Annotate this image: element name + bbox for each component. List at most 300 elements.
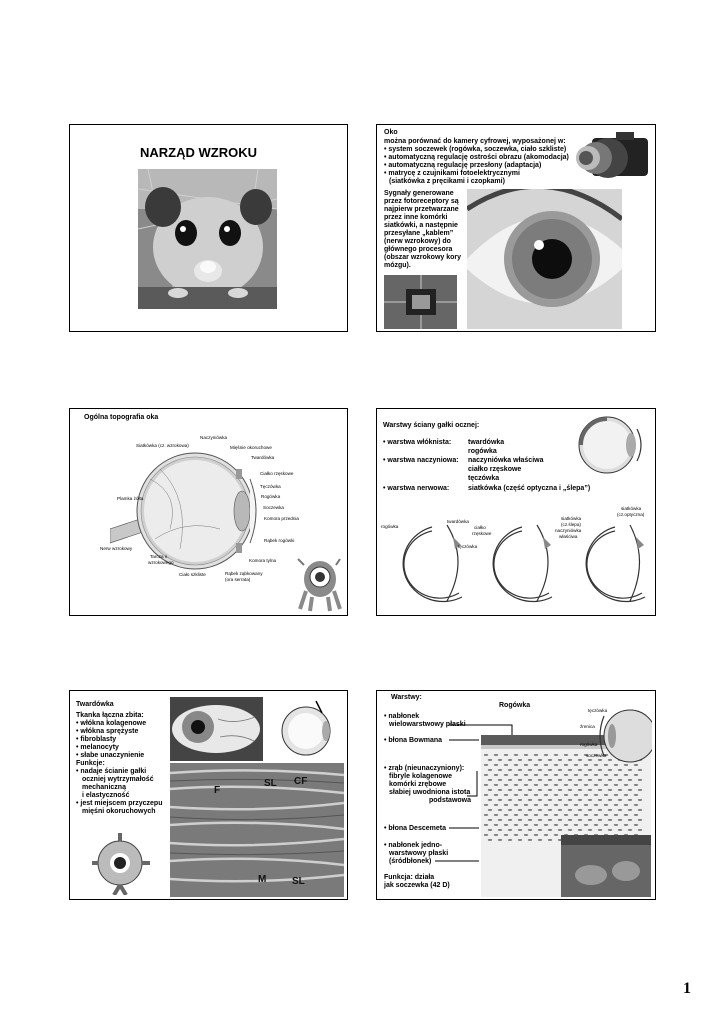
stroma-cell xyxy=(608,789,612,790)
stroma-cell xyxy=(514,834,518,835)
stroma-cell xyxy=(574,814,578,815)
stroma-cell xyxy=(558,789,562,790)
label-siatkowka-slepa: (cz.ślepa) xyxy=(561,522,581,527)
stroma-cell xyxy=(618,809,622,810)
stroma-cell xyxy=(604,784,608,785)
func-title: Funkcje: xyxy=(76,760,105,767)
slide-title: Oko xyxy=(384,129,398,136)
stroma-cell xyxy=(544,824,548,825)
micro-label-sl: SL xyxy=(292,876,305,887)
stroma-cell xyxy=(564,814,568,815)
stroma-cell xyxy=(634,804,638,805)
stroma-cell xyxy=(588,789,592,790)
stroma-cell xyxy=(554,804,558,805)
stroma-cell xyxy=(578,789,582,790)
stroma-cell xyxy=(558,809,562,810)
label-zrenica: źrenica xyxy=(580,724,595,729)
stroma-cell xyxy=(638,779,642,780)
stroma-cell xyxy=(508,769,512,770)
stroma-cell xyxy=(518,779,522,780)
micro-label-sl: SL xyxy=(264,778,277,789)
stroma-cell xyxy=(618,829,622,830)
stroma-cell xyxy=(598,819,602,820)
stroma-cell xyxy=(584,784,588,785)
stroma-cell xyxy=(484,814,488,815)
signal-line: przez inne komórki xyxy=(384,214,448,221)
stroma-cell xyxy=(498,839,502,840)
stroma-cell xyxy=(634,784,638,785)
stroma-cell xyxy=(548,809,552,810)
stroma-cell xyxy=(554,824,558,825)
stroma-cell xyxy=(614,794,618,795)
stroma-cell xyxy=(544,834,548,835)
stroma-cell xyxy=(618,819,622,820)
stroma-cell xyxy=(498,829,502,830)
stroma-cell xyxy=(628,789,632,790)
stroma-cell xyxy=(594,804,598,805)
func-line: Funkcja: działa xyxy=(384,874,435,881)
micro-label-cf: CF xyxy=(294,776,308,787)
sclera-micrograph xyxy=(170,763,344,897)
label-cialko: ciałko xyxy=(474,525,486,530)
stroma-cell xyxy=(574,804,578,805)
list-item: • włókna sprężyste xyxy=(76,728,139,735)
stroma-cell xyxy=(588,779,592,780)
stroma-cell xyxy=(554,834,558,835)
func-line: • jest miejscem przyczepu xyxy=(76,800,163,807)
stroma-cell xyxy=(498,789,502,790)
signal-line: (obszar wzrokowy kory xyxy=(384,254,462,261)
intro-text: można porównać do kamery cyfrowej, wyposażonej w: xyxy=(384,138,566,145)
stroma-cell xyxy=(494,764,498,765)
stroma-cell xyxy=(494,754,498,755)
stroma-cell xyxy=(484,784,488,785)
stroma-cell xyxy=(514,804,518,805)
stroma-cell xyxy=(538,759,542,760)
list-item: • fibroblasty xyxy=(76,736,117,743)
stroma-cell xyxy=(638,819,642,820)
layer-line: • błona Bowmana xyxy=(384,737,443,744)
stroma-cell xyxy=(588,809,592,810)
stroma-cell xyxy=(524,794,528,795)
label-siatkowka-optyczna: (cz.optyczna) xyxy=(617,512,645,517)
label-rogowka: Rogówka xyxy=(261,494,281,499)
stroma-cell xyxy=(554,784,558,785)
label-cialo-szkliste: Ciało szkliste xyxy=(179,572,206,577)
stroma-cell xyxy=(578,829,582,830)
stroma-cell xyxy=(598,829,602,830)
stroma-cell xyxy=(544,754,548,755)
stroma-cell xyxy=(584,794,588,795)
label-rabek-zabkowany: (ora serrata) xyxy=(225,577,251,582)
stroma-cell xyxy=(534,834,538,835)
stroma-cell xyxy=(528,839,532,840)
stroma-cell xyxy=(554,794,558,795)
stroma-cell xyxy=(568,769,572,770)
func-line: jak soczewka (42 D) xyxy=(384,882,450,889)
stroma-cell xyxy=(568,759,572,760)
stroma-cell xyxy=(568,799,572,800)
eye-schematic-inset xyxy=(571,411,647,479)
sclera-eye-photo xyxy=(170,697,263,761)
stroma-cell xyxy=(524,814,528,815)
layer-line: komórki zrębowe xyxy=(389,781,447,788)
stroma-cell xyxy=(514,774,518,775)
stroma-cell xyxy=(488,769,492,770)
stroma-cell xyxy=(518,839,522,840)
label-komora-tylna: Komora tylna xyxy=(249,558,277,563)
stroma-cell xyxy=(528,819,532,820)
slide-title: Warstwy: xyxy=(391,694,422,701)
stroma-cell xyxy=(504,814,508,815)
stroma-cell xyxy=(638,809,642,810)
stroma-cell xyxy=(608,829,612,830)
stroma-cell xyxy=(518,819,522,820)
stroma-cell xyxy=(508,799,512,800)
stroma-cell xyxy=(484,774,488,775)
stroma-cell xyxy=(538,789,542,790)
stroma-cell xyxy=(604,804,608,805)
stroma-cell xyxy=(614,824,618,825)
signal-line: mózgu). xyxy=(384,262,411,269)
label-siatkowka-optyczna: siatkówka xyxy=(621,506,642,511)
stroma-cell xyxy=(488,839,492,840)
stroma-cell xyxy=(624,784,628,785)
label-twardowka: Twardówka xyxy=(251,455,275,460)
stroma-cell xyxy=(518,829,522,830)
subtitle: Tkanka łączna zbita: xyxy=(76,712,144,719)
stroma-cell xyxy=(558,769,562,770)
stroma-cell xyxy=(528,809,532,810)
stroma-cell xyxy=(588,829,592,830)
stroma-cell xyxy=(598,799,602,800)
stroma-cell xyxy=(618,779,622,780)
slide-topografia xyxy=(69,408,348,616)
stroma-cell xyxy=(528,759,532,760)
stroma-cell xyxy=(558,779,562,780)
stroma-cell xyxy=(534,784,538,785)
label-rogowka: rogówka xyxy=(381,524,399,529)
stroma-cell xyxy=(638,769,642,770)
stroma-cell xyxy=(488,799,492,800)
signal-line: najpierw przetwarzane xyxy=(384,206,459,213)
stroma-cell xyxy=(574,754,578,755)
layer-name: • warstwa naczyniowa: xyxy=(383,457,459,464)
stroma-cell xyxy=(604,774,608,775)
stroma-cell xyxy=(634,824,638,825)
stroma-cell xyxy=(584,804,588,805)
label-miesnie: Mięśnie okoruchowe xyxy=(230,445,272,450)
stroma-cell xyxy=(568,809,572,810)
stroma-cell xyxy=(608,819,612,820)
stroma-cell xyxy=(528,779,532,780)
stroma-cell xyxy=(524,774,528,775)
eye-closeup-photo xyxy=(467,189,622,329)
stroma-cell xyxy=(534,774,538,775)
stroma-cell xyxy=(544,764,548,765)
layer-part: ciałko rzęskowe xyxy=(468,466,522,473)
stroma-cell xyxy=(544,784,548,785)
stroma-cell xyxy=(624,824,628,825)
stroma-cell xyxy=(494,834,498,835)
label-teczowka: tęczówka xyxy=(588,708,608,713)
stroma-cell xyxy=(534,754,538,755)
stroma-cell xyxy=(624,774,628,775)
stroma-cell xyxy=(578,809,582,810)
slide-title: NARZĄD WZROKU xyxy=(140,145,257,160)
bullet-item: • automatyczną regulację przesłony (adaptacja) xyxy=(384,162,542,169)
stroma-cell xyxy=(598,769,602,770)
bullet-item: • system soczewek (rogówka, soczewka, ciało szkliste) xyxy=(384,146,567,153)
stroma-cell xyxy=(508,829,512,830)
label-siatkowka-slepa: siatkówka xyxy=(561,516,582,521)
stroma-cell xyxy=(524,764,528,765)
stroma-cell xyxy=(514,784,518,785)
stroma-cell xyxy=(568,789,572,790)
stroma-cell xyxy=(638,799,642,800)
slide-oko xyxy=(376,124,656,332)
stroma-cell xyxy=(494,794,498,795)
layer-line: warstwowy płaski xyxy=(389,850,449,857)
stroma-cell xyxy=(578,799,582,800)
stroma-cell xyxy=(598,789,602,790)
stroma-cell xyxy=(534,804,538,805)
stroma-cell xyxy=(488,809,492,810)
label-twardowka: twardówka xyxy=(447,519,469,524)
stroma-cell xyxy=(598,809,602,810)
stroma-cell xyxy=(538,829,542,830)
signal-line: głównego procesora xyxy=(384,246,453,253)
stroma-cell xyxy=(538,819,542,820)
func-line: mechaniczną xyxy=(82,784,126,791)
stroma-cell xyxy=(594,794,598,795)
stroma-cell xyxy=(628,769,632,770)
stroma-cell xyxy=(528,789,532,790)
stroma-cell xyxy=(558,819,562,820)
stroma-cell xyxy=(504,804,508,805)
label-rabek-zabkowany: Rąbek ząbkowany xyxy=(225,571,263,576)
stroma-cell xyxy=(538,799,542,800)
stroma-cell xyxy=(584,814,588,815)
stroma-cell xyxy=(508,779,512,780)
stroma-cell xyxy=(618,799,622,800)
stroma-cell xyxy=(504,794,508,795)
list-item: • włókna kolagenowe xyxy=(76,720,147,727)
stroma-cell xyxy=(554,764,558,765)
label-plamka: Plamka żółta xyxy=(117,496,144,501)
stroma-cell xyxy=(574,794,578,795)
stroma-cell xyxy=(628,799,632,800)
stroma-cell xyxy=(558,799,562,800)
stroma-cell xyxy=(548,829,552,830)
label-rogowka: rogówka xyxy=(580,742,598,747)
stroma-cell xyxy=(544,774,548,775)
stroma-cell xyxy=(484,834,488,835)
stroma-cell xyxy=(614,784,618,785)
stroma-cell xyxy=(534,824,538,825)
stroma-cell xyxy=(628,829,632,830)
chip-photo xyxy=(384,275,457,329)
bullet-item-cont: (siatkówka z pręcikami i czopkami) xyxy=(389,178,505,185)
label-naczyniowka: Naczyniówka xyxy=(200,435,228,440)
stroma-cell xyxy=(584,774,588,775)
layer-line: (śródbłonek) xyxy=(389,858,432,865)
stroma-cell xyxy=(538,769,542,770)
stroma-cell xyxy=(564,774,568,775)
stroma-cell xyxy=(508,759,512,760)
layer-line: słabiej uwodniona istota xyxy=(389,789,471,796)
stroma-cell xyxy=(564,754,568,755)
stroma-cell xyxy=(588,799,592,800)
stroma-cell xyxy=(494,774,498,775)
stroma-cell xyxy=(548,779,552,780)
stroma-cell xyxy=(564,804,568,805)
stroma-cell xyxy=(498,769,502,770)
signal-line: siatkówki, a następnie xyxy=(384,222,458,229)
stroma-cell xyxy=(498,779,502,780)
stroma-cell xyxy=(564,824,568,825)
heading: Rogówka xyxy=(499,702,531,709)
func-line: i elastyczność xyxy=(82,792,130,799)
stroma-cell xyxy=(564,784,568,785)
stroma-cell xyxy=(518,759,522,760)
layer-part: tęczówka xyxy=(468,475,500,482)
stroma-cell xyxy=(624,804,628,805)
label-komora-przednia: Komora przednia xyxy=(264,516,299,521)
eyeball-3d-illustration xyxy=(92,833,150,895)
stroma-cell xyxy=(504,764,508,765)
layer-line: • zrąb (nieunaczyniony): xyxy=(384,765,465,772)
stroma-cell xyxy=(634,794,638,795)
signal-line: (nerw wzrokowy) do xyxy=(384,238,451,245)
stroma-cell xyxy=(508,839,512,840)
slide-twardowka xyxy=(69,690,348,900)
stroma-cell xyxy=(538,809,542,810)
stroma-cell xyxy=(548,839,552,840)
stroma-cell xyxy=(638,829,642,830)
stroma-cell xyxy=(524,834,528,835)
label-rabek: Rąbek rogówki xyxy=(264,538,295,543)
stroma-cell xyxy=(484,764,488,765)
stroma-cell xyxy=(548,799,552,800)
stroma-cell xyxy=(568,819,572,820)
func-line: mięśni okoruchowych xyxy=(82,808,156,815)
eye-cross-section-diagram xyxy=(110,439,260,579)
label-soczewka: Soczewka xyxy=(263,505,284,510)
stroma-cell xyxy=(548,819,552,820)
stroma-cell xyxy=(514,824,518,825)
stroma-cell xyxy=(588,769,592,770)
stroma-cell xyxy=(504,754,508,755)
list-item: • słabe unaczynienie xyxy=(76,752,145,759)
stroma-cell xyxy=(488,789,492,790)
stroma-cell xyxy=(628,819,632,820)
layer-part: twardówka xyxy=(468,439,505,446)
stroma-cell xyxy=(568,829,572,830)
stroma-cell xyxy=(558,829,562,830)
stroma-cell xyxy=(528,799,532,800)
stroma-cell xyxy=(584,824,588,825)
cartoon-eye-character xyxy=(296,557,342,613)
opossum-photo xyxy=(138,169,277,309)
label-tarcza: Tarcza n. xyxy=(150,554,169,559)
layer-name: • warstwa nerwowa: xyxy=(383,485,450,492)
stroma-cell xyxy=(594,824,598,825)
stroma-cell xyxy=(548,769,552,770)
slide-title: Ogólna topografia oka xyxy=(84,414,159,421)
stroma-cell xyxy=(484,824,488,825)
stroma-cell xyxy=(524,784,528,785)
stroma-cell xyxy=(518,799,522,800)
stroma-cell xyxy=(498,819,502,820)
label-soczewka: soczewka xyxy=(586,753,607,758)
stroma-cell xyxy=(488,759,492,760)
stroma-cell xyxy=(494,824,498,825)
stroma-cell xyxy=(528,769,532,770)
label-tarcza: wzrokowego xyxy=(148,560,174,565)
stroma-cell xyxy=(624,814,628,815)
stroma-cell xyxy=(494,784,498,785)
stroma-cell xyxy=(508,819,512,820)
stroma-cell xyxy=(574,824,578,825)
stroma-cell xyxy=(604,794,608,795)
layer-part: siatkówka (część optyczna i „ślepa”) xyxy=(468,485,591,492)
stroma-cell xyxy=(548,789,552,790)
stroma-cell xyxy=(574,784,578,785)
stroma-cell xyxy=(578,819,582,820)
stroma-cell xyxy=(628,779,632,780)
stroma-cell xyxy=(608,809,612,810)
slide-narzad-wzroku xyxy=(69,124,348,332)
stroma-cell xyxy=(534,814,538,815)
stroma-cell xyxy=(558,759,562,760)
stroma-cell xyxy=(524,824,528,825)
stroma-cell xyxy=(518,789,522,790)
stroma-cell xyxy=(504,784,508,785)
stroma-cell xyxy=(618,769,622,770)
stroma-cell xyxy=(614,814,618,815)
stroma-cell xyxy=(494,804,498,805)
stroma-cell xyxy=(504,774,508,775)
stroma-cell xyxy=(484,794,488,795)
stroma-cell xyxy=(604,824,608,825)
stroma-cell xyxy=(518,769,522,770)
label-cialko: rzęskowe xyxy=(472,531,492,536)
stroma-cell xyxy=(544,814,548,815)
func-line: • nadaje ścianie gałki xyxy=(76,768,147,775)
stroma-cell xyxy=(594,774,598,775)
stroma-cell xyxy=(494,814,498,815)
stroma-cell xyxy=(518,809,522,810)
stroma-cell xyxy=(564,764,568,765)
micro-label-m: M xyxy=(258,874,267,885)
stroma-cell xyxy=(488,779,492,780)
page-number: 1 xyxy=(683,980,691,997)
stroma-cell xyxy=(554,814,558,815)
label-teczowka: Tęczówka xyxy=(260,484,281,489)
label-naczyniowka: naczyniówka xyxy=(555,528,582,533)
stroma-cell xyxy=(624,794,628,795)
bullet-item: • matrycę z czujnikami fotoelektrycznymi xyxy=(384,170,520,177)
stroma-cell xyxy=(594,814,598,815)
stroma-cell xyxy=(608,779,612,780)
label-nerw: Nerw wzrokowy xyxy=(100,546,133,551)
stroma-cell xyxy=(588,819,592,820)
slide-title: Warstwy ściany gałki ocznej: xyxy=(383,422,480,429)
stroma-cell xyxy=(614,804,618,805)
stroma-cell xyxy=(618,789,622,790)
eye-muscle-diagram xyxy=(276,697,338,759)
